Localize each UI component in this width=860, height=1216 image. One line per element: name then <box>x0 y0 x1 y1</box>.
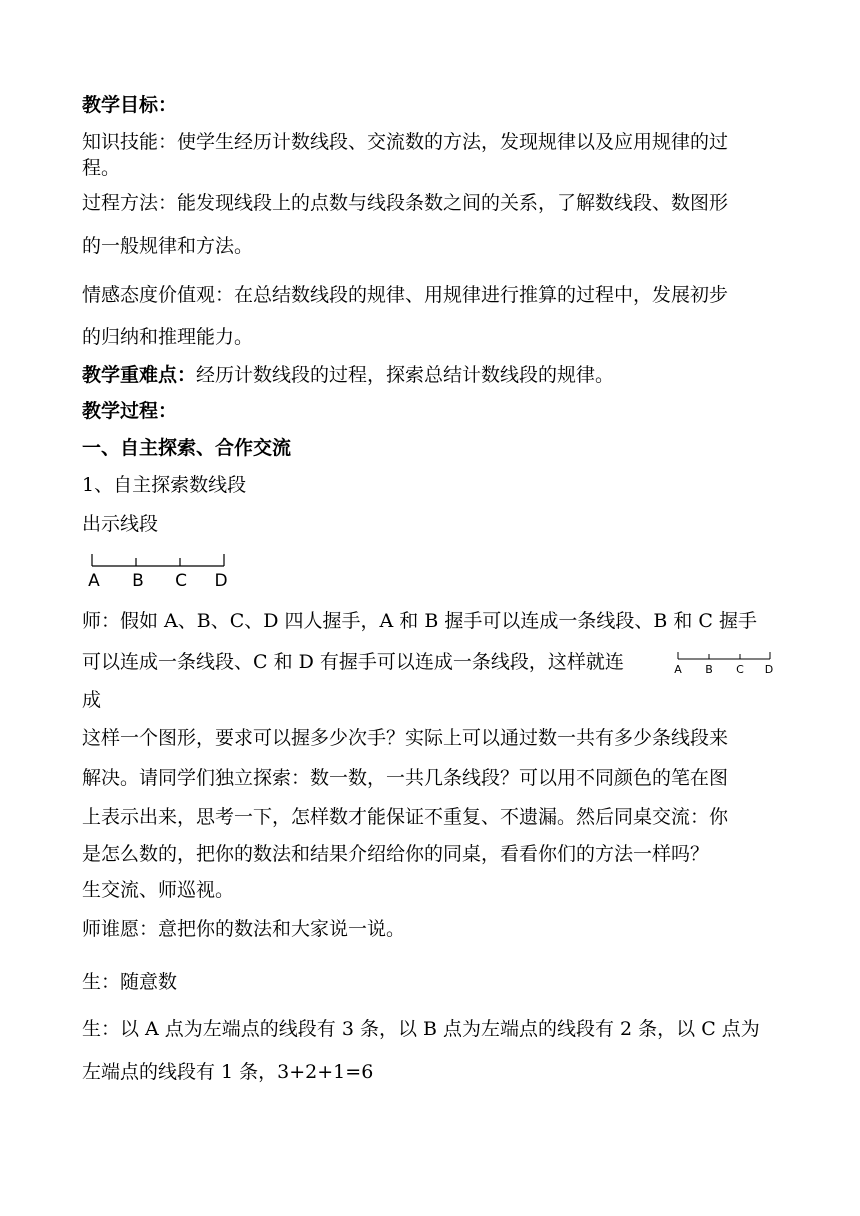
key-points-text: 经历计数线段的过程，探索总结计数线段的规律。 <box>196 364 615 386</box>
point-label-small-b: B <box>705 663 713 676</box>
item-1-title: 1、自主探索数线段 <box>82 474 247 496</box>
emotion-line-2: 的归纳和推理能力。 <box>82 326 254 348</box>
knowledge-line-1: 知识技能：使学生经历计数线段、交流数的方法，发现规律以及应用规律的过 <box>82 131 729 153</box>
paragraph-line-1: 师：假如 A、B、C、D 四人握手，A 和 B 握手可以连成一条线段、B 和 C 握手 <box>82 610 757 632</box>
paragraph-line-6: 上表示出来，思考一下，怎样数才能保证不重复、不遗漏。然后同桌交流：你 <box>82 806 729 828</box>
paragraph-line-7: 是怎么数的，把你的数法和结果介绍给你的同桌，看看你们的方法一样吗？ <box>82 843 710 865</box>
point-label-a: A <box>88 571 100 591</box>
show-segment-label: 出示线段 <box>82 513 159 535</box>
procedure-heading: 教学过程： <box>82 400 178 422</box>
process-line-1: 过程方法：能发现线段上的点数与线段条数之间的关系，了解数线段、数图形 <box>82 192 729 214</box>
dialogue-line-3: 生：随意数 <box>82 971 178 993</box>
segment-figure-large <box>88 552 228 592</box>
point-label-b: B <box>132 571 144 591</box>
point-label-small-a: A <box>674 663 682 676</box>
point-label-small-d: D <box>764 663 774 676</box>
point-label-small-c: C <box>736 663 744 676</box>
paragraph-line-3: 成 <box>82 689 102 711</box>
point-label-c: C <box>175 571 187 591</box>
paragraph-line-2: 可以连成一条线段、C 和 D 有握手可以连成一条线段，这样就连 <box>82 651 624 673</box>
dialogue-line-5: 左端点的线段有 1 条，3+2+1=6 <box>82 1061 374 1083</box>
emotion-line-1: 情感态度价值观：在总结数线段的规律、用规律进行推算的过程中，发展初步 <box>82 284 729 306</box>
paragraph-line-5: 解决。请同学们独立探索：数一数，一共几条线段？可以用不同颜色的笔在图 <box>82 767 729 789</box>
dialogue-line-2: 师谁愿：意把你的数法和大家说一说。 <box>82 918 406 940</box>
paragraph-line-4: 这样一个图形，要求可以握多少次手？实际上可以通过数一共有多少条线段来 <box>82 727 729 749</box>
key-points-label: 教学重难点： <box>82 364 197 386</box>
dialogue-line-4: 生：以 A 点为左端点的线段有 3 条，以 B 点为左端点的线段有 2 条，以 C 点为 <box>82 1018 760 1040</box>
process-line-2: 的一般规律和方法。 <box>82 235 254 257</box>
objectives-heading: 教学目标： <box>82 94 178 116</box>
dialogue-line-1: 生交流、师巡视。 <box>82 879 235 901</box>
segment-figure-small <box>672 650 782 678</box>
point-label-d: D <box>214 571 228 591</box>
section-1-heading: 一、自主探索、合作交流 <box>82 437 292 459</box>
knowledge-line-2: 程。 <box>82 157 121 179</box>
key-points-line <box>82 363 614 387</box>
